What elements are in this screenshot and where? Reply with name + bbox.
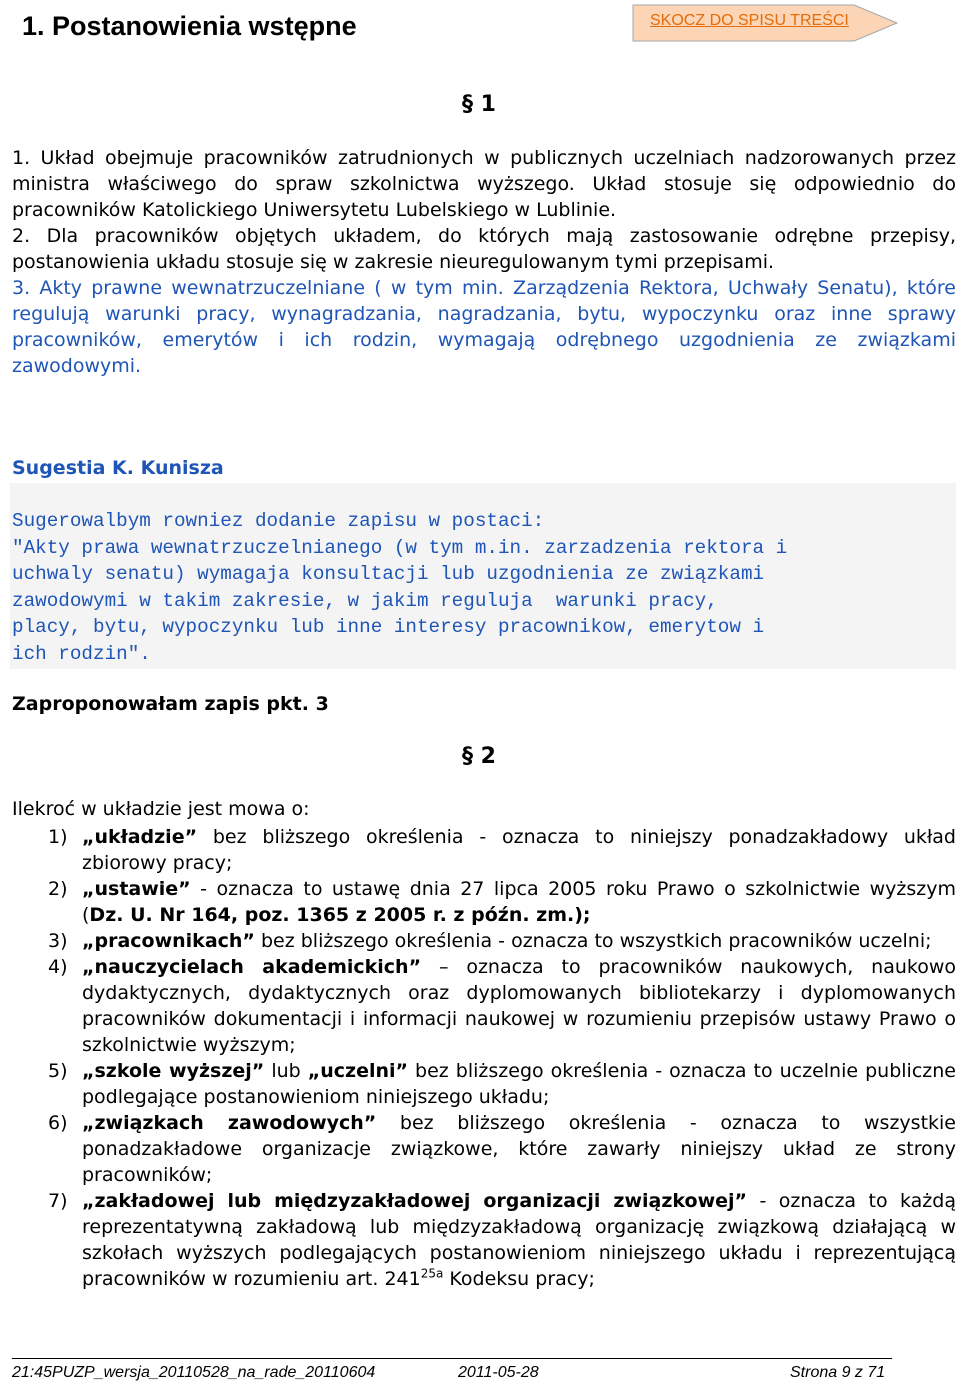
item-body	[82, 954, 956, 1058]
defined-term: „zakładowej lub międzyzakładowej organizacji związkowej”	[82, 1190, 748, 1212]
legal-citation: Dz. U. Nr 164, poz. 1365 z 2005 r. z późn. zm.);	[89, 904, 591, 926]
definition-text: - oznacza to ustawę dnia 27 lipca 2005 roku Prawo o szkolnictwie wyższym (	[82, 878, 956, 926]
definition-text: bez bliższego określenia - oznacza to wszystkie ponadzakładowe organizacje związkowe, które zawarły niniejszy układ ze strony pracowników;	[82, 1112, 956, 1186]
definition-text: – oznacza to pracowników naukowych, naukowo dydaktycznych, dydaktycznych oraz dyplomowanych bibliotekarzy i dyplomowanych pracowników dokumentacji i informacji naukowej w rozumieniu przepisów ustawy Prawo o szkolnictwie wyższym;	[82, 956, 956, 1056]
item-number: 1)	[48, 826, 68, 848]
item-number: 7)	[48, 1190, 68, 1212]
skip-to-toc-label[interactable]: SKOCZ DO SPISU TREŚCI	[650, 12, 849, 29]
definition-text: bez bliższego określenia - oznacza to niniejszy ponadzakładowy układ zbiorowy pracy;	[82, 826, 956, 874]
paragraph-2: 2. Dla pracowników objętych układem, do których mają zastosowanie odrębne przepisy, postanowienia układu stosuje się w zakresie nieuregulowanym tymi przepisami.	[12, 225, 956, 273]
paragraph-3: 3. Akty prawne wewnatrzuczelniane ( w tym min. Zarządzenia Rektora, Uchwały Senatu), które regulują warunki pracy, wynagradzania, nagradzania, bytu, wypoczynku oraz inne sprawy pracowników, emerytów i ich rodzin, wymagają odrębnego uzgodnienia ze związkami zawodowymi.	[12, 277, 956, 377]
suggestion-line: zawodowymi w takim zakresie, w jakim reguluja warunki pracy,	[12, 589, 718, 612]
suggestion-line: Sugerowalbym rowniez dodanie zapisu w postaci:	[12, 510, 545, 532]
skip-to-toc-button[interactable]	[632, 4, 898, 42]
definition-item	[12, 824, 956, 876]
defined-term: „pracownikach”	[82, 930, 255, 952]
definition-text: bez bliższego określenia - oznacza to wszystkich pracowników uczelni;	[254, 930, 932, 952]
definition-item	[12, 954, 956, 1058]
defined-term: „ustawie”	[82, 878, 191, 900]
suggestion-line: uchwaly senatu) wymagaja konsultacji lub uzgodnienia ze związkami	[12, 563, 765, 586]
item-number: 4)	[48, 956, 68, 978]
section-1-title: § 1	[462, 92, 496, 117]
item-body	[82, 876, 956, 928]
definitions-list	[12, 824, 956, 1292]
defined-term: „związkach zawodowych”	[82, 1112, 377, 1134]
section-1-body	[12, 145, 956, 379]
paragraph-1: 1. Układ obejmuje pracowników zatrudnionych w publicznych uczelniach nadzorowanych przez ministra właściwego do spraw szkolnictwa wyższego. Układ stosuje się odpowiednio do pracowników Katolickiego Uniwersytetu Lubelskiego w Lublinie.	[12, 147, 956, 221]
defined-term: „układzie”	[82, 826, 198, 848]
suggestion-title: Sugestia K. Kunisza	[12, 457, 224, 479]
item-number: 5)	[48, 1060, 68, 1082]
item-body	[82, 928, 956, 954]
definition-item	[12, 1110, 956, 1188]
item-body	[82, 824, 956, 876]
definition-text: bez bliższego określenia - oznacza to uczelnie publiczne podlegające postanowieniom niniejszego układu;	[82, 1060, 956, 1108]
item-body	[82, 1110, 956, 1188]
definition-text: Kodeksu pracy;	[443, 1268, 595, 1290]
suggestion-line: "Akty prawa wewnatrzuczelnianego (w tym m.in. zarzadzenia rektora i	[12, 536, 788, 559]
suggestion-text	[12, 508, 956, 668]
footer-filename: 21:45PUZP_wersja_20110528_na_rade_20110604	[12, 1364, 376, 1381]
item-body	[82, 1188, 956, 1292]
definition-item	[12, 928, 956, 954]
section-2-title: § 2	[462, 744, 496, 769]
article-superscript: 25a	[420, 1266, 444, 1281]
defined-term: „nauczycielach akademickich”	[82, 956, 422, 978]
defined-term: „szkole wyższej”	[82, 1060, 265, 1082]
item-body	[82, 1058, 956, 1110]
item-number: 3)	[48, 930, 68, 952]
definition-item	[12, 876, 956, 928]
definition-text: - oznacza to każdą reprezentatywną zakładową lub międzyzakładową organizację związkową działającą w szkołach wyższych podlegających postanowieniom niniejszego układu i reprezentującą pracowników w rozumieniu art. 241	[82, 1190, 956, 1290]
defined-term-alt: „uczelni”	[307, 1060, 409, 1082]
suggestion-line: ich rodzin".	[12, 642, 151, 665]
definition-item	[12, 1058, 956, 1110]
footer-rule	[12, 1358, 892, 1359]
item-number: 6)	[48, 1112, 68, 1134]
definition-item	[12, 1188, 956, 1292]
definitions-intro: Ilekroć w układzie jest mowa o:	[12, 798, 310, 820]
footer-page-number: Strona 9 z 71	[790, 1364, 886, 1381]
suggestion-line: placy, bytu, wypoczynku lub inne interesy pracownikow, emerytow i	[12, 616, 765, 639]
footer-date: 2011-05-28	[458, 1364, 539, 1381]
item-number: 2)	[48, 878, 68, 900]
proposal-note: Zaproponowałam zapis pkt. 3	[12, 693, 329, 715]
definition-text: lub	[264, 1060, 308, 1082]
page-heading: 1. Postanowienia wstępne	[22, 11, 357, 41]
